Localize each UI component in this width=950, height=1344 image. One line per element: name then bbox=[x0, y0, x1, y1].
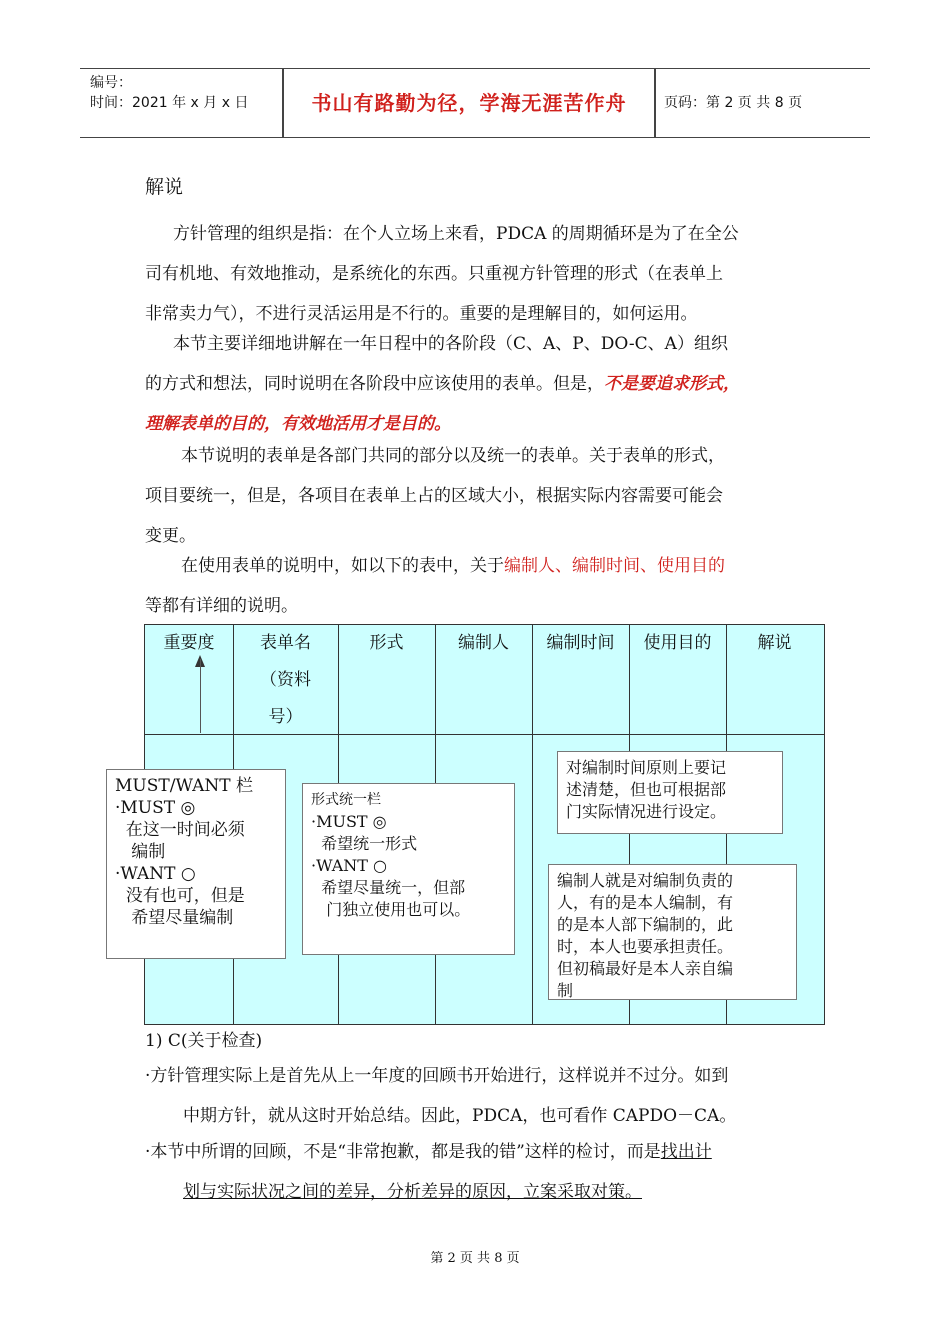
callout-line: 时，本人也要承担责任。 bbox=[557, 937, 734, 956]
callout-format bbox=[302, 783, 515, 955]
table-header-cell bbox=[726, 625, 823, 734]
table-header-label: 形式 bbox=[369, 633, 404, 653]
text-normal: 在使用表单的说明中，如以下的表中，关于 bbox=[181, 556, 504, 576]
text-line: 本节说明的表单是各部门共同的部分以及统一的表单。关于表单的形式， bbox=[181, 446, 725, 466]
callout-line: 的是本人部下编制的，此 bbox=[557, 915, 734, 934]
callout-line: 在这一时间必须 bbox=[115, 820, 245, 840]
page-footer: 第 2 页 共 8 页 bbox=[430, 1251, 520, 1266]
text-line bbox=[145, 1132, 835, 1172]
text-line: ·方针管理实际上是首先从上一年度的回顾书开始进行，这样说并不过分。如到 bbox=[145, 1066, 729, 1086]
callout-line: 但初稿最好是本人亲自编 bbox=[557, 959, 734, 978]
text-line: 项目要统一，但是，各项目在表单上占的区域大小，根据实际内容需要可能会 bbox=[145, 486, 723, 506]
text-line: 方针管理的组织是指：在个人立场上来看，PDCA 的周期循环是为了在全公 bbox=[173, 224, 739, 244]
table-header-sub: （资料 bbox=[260, 670, 311, 690]
paragraph-1 bbox=[145, 214, 810, 334]
table-header-label: 编制时间 bbox=[546, 633, 615, 653]
text-line bbox=[145, 364, 810, 404]
arrow-shaft bbox=[200, 659, 201, 733]
callout-line: ·MUST ◎ bbox=[311, 812, 387, 831]
callout-line: ·MUST ◎ bbox=[115, 798, 196, 818]
callout-line: 希望统一形式 bbox=[311, 834, 418, 853]
callout-line: 希望尽量统一，但部 bbox=[311, 878, 466, 897]
table-header-cell bbox=[532, 625, 629, 734]
callout-line: 门实际情况进行设定。 bbox=[566, 802, 727, 821]
emphasis-text: 理解表单的目的，有效地活用才是目的。 bbox=[145, 414, 451, 434]
text-normal: ·本节中所谓的回顾，不是“非常抱歉，都是我的错”这样的检讨，而是 bbox=[145, 1142, 661, 1162]
section-c-heading: 1) C(关于检查) bbox=[145, 1031, 263, 1051]
callout-time bbox=[557, 751, 783, 834]
paragraph-4 bbox=[145, 546, 810, 626]
callout-line: 没有也可，但是 bbox=[115, 886, 245, 906]
table-header-label: 表单名 bbox=[260, 633, 311, 653]
section-title: 解说 bbox=[145, 176, 184, 198]
table-header-sub: 号） bbox=[268, 707, 303, 727]
emphasis-text: 不是要追求形式， bbox=[604, 374, 740, 394]
callout-line: 人，有的是本人编制，有 bbox=[557, 893, 734, 912]
text-line: 非常卖力气），不进行灵活运用是不行的。重要的是理解目的，如何运用。 bbox=[145, 304, 698, 324]
callout-line: MUST/WANT 栏 bbox=[115, 776, 253, 796]
callout-line: 制 bbox=[557, 981, 574, 1000]
header-time: 时间：2021 年 x 月 x 日 bbox=[90, 95, 249, 111]
section-c-bullet-2 bbox=[145, 1132, 835, 1212]
text-line: 等都有详细的说明。 bbox=[145, 596, 298, 616]
table-header-cell bbox=[145, 625, 233, 734]
callout-line: 希望尽量编制 bbox=[115, 908, 234, 928]
table-header-cell bbox=[629, 625, 726, 734]
header-page-info: 页码：第 2 页 共 8 页 bbox=[664, 95, 803, 111]
callout-line: 门独立使用也可以。 bbox=[311, 900, 471, 919]
callout-line: 编制 bbox=[115, 842, 166, 862]
header-meta bbox=[90, 73, 248, 113]
text-line: 本节主要详细地讲解在一年日程中的各阶段（C、A、P、DO-C、A）组织 bbox=[173, 334, 728, 354]
callout-must-want bbox=[106, 769, 286, 959]
callout-line: 形式统一栏 bbox=[311, 792, 381, 808]
table-header-cell bbox=[338, 625, 435, 734]
callout-line: 编制人就是对编制负责的 bbox=[557, 871, 734, 890]
table-header-cell bbox=[435, 625, 532, 734]
paragraph-3 bbox=[145, 436, 810, 556]
text-line bbox=[145, 546, 810, 586]
underlined-text: 找出计 bbox=[660, 1142, 712, 1162]
callout-line: 对编制时间原则上要记 bbox=[566, 758, 727, 777]
text-line: 变更。 bbox=[145, 526, 196, 546]
table-header-cell bbox=[233, 625, 338, 734]
highlight-text: 编制人、编制时间、使用目的 bbox=[504, 556, 725, 576]
paragraph-2 bbox=[145, 324, 810, 444]
callout-author bbox=[548, 864, 797, 1000]
text-line bbox=[145, 1172, 835, 1212]
table-header-label: 使用目的 bbox=[643, 633, 712, 653]
page-header bbox=[80, 68, 870, 138]
text-line: 司有机地、有效地推动，是系统化的东西。只重视方针管理的形式（在表单上 bbox=[145, 264, 723, 284]
section-c-bullet-1 bbox=[145, 1056, 835, 1136]
table-header-label: 解说 bbox=[757, 633, 792, 653]
callout-line: 述清楚，但也可根据部 bbox=[566, 780, 727, 799]
underlined-text: 划与实际状况之间的差异，分析差异的原因，立案采取对策。 bbox=[183, 1182, 642, 1202]
callout-line: ·WANT ○ bbox=[311, 856, 388, 875]
callout-line: ·WANT ○ bbox=[115, 864, 196, 884]
table-header-label: 重要度 bbox=[163, 633, 215, 653]
header-motto: 书山有路勤为径，学海无涯苦作舟 bbox=[311, 91, 627, 115]
text-line: 中期方针，就从这时开始总结。因此，PDCA，也可看作 CAPDO－CA。 bbox=[183, 1106, 737, 1126]
text-normal: 的方式和想法，同时说明在各阶段中应该使用的表单。但是， bbox=[145, 374, 604, 394]
header-number: 编号： bbox=[90, 75, 132, 91]
table-header-label: 编制人 bbox=[458, 633, 509, 653]
